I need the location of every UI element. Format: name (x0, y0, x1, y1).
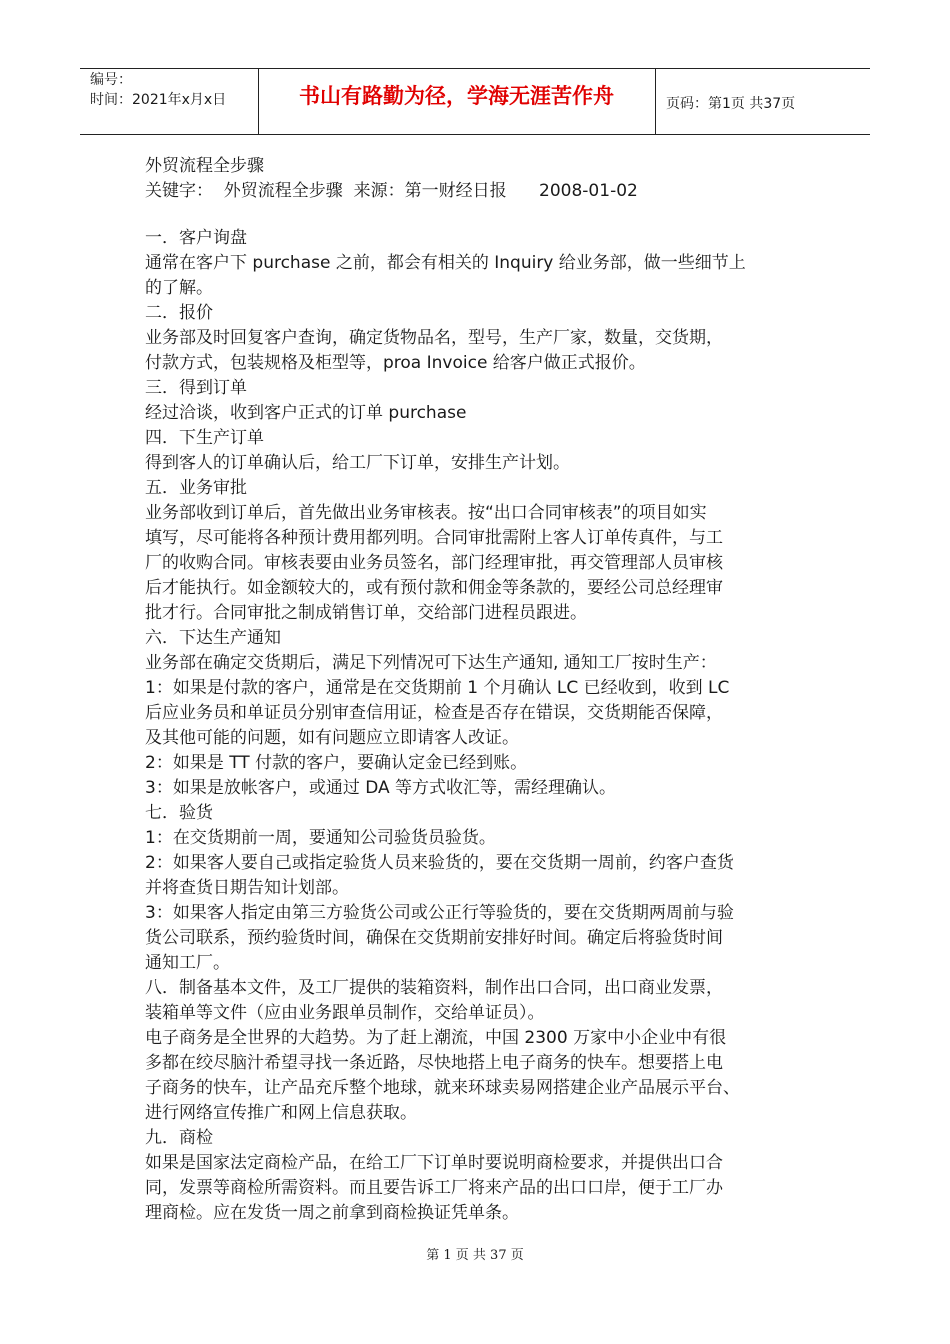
text-line: 八．制备基本文件，及工厂提供的装箱资料，制作出口合同，出口商业发票， (145, 978, 723, 998)
header-divider-right (655, 68, 656, 134)
header-page-info: 页码：第1页 共37页 (666, 96, 796, 112)
text-line: 货公司联系，预约验货时间，确保在交货期前安排好时间。确定后将验货时间 (145, 928, 723, 948)
text-line: 2：如果是 TT 付款的客户，要确认定金已经到账。 (145, 753, 528, 773)
header-info (90, 70, 226, 110)
text-line: 进行网络宣传推广和网上信息获取。 (145, 1103, 417, 1123)
article-body (145, 154, 815, 1226)
text-line: 子商务的快车，让产品充斥整个地球，就来环球卖易网搭建企业产品展示平台、 (145, 1078, 740, 1098)
text-line: 电子商务是全世界的大趋势。为了赶上潮流，中国 2300 万家中小企业中有很 (145, 1028, 727, 1048)
text-line: 厂的收购合同。审核表要由业务员签名，部门经理审批，再交管理部人员审核 (145, 553, 723, 573)
text-line: 得到客人的订单确认后，给工厂下订单，安排生产计划。 (145, 453, 570, 473)
header-bottom-rule (80, 134, 870, 135)
text-line: 五．业务审批 (145, 478, 247, 498)
text-line: 后才能执行。如金额较大的，或有预付款和佣金等条款的，要经公司总经理审 (145, 578, 723, 598)
article-lines (145, 226, 815, 1226)
spacer (145, 204, 815, 226)
serial-label: 编号： (90, 72, 132, 88)
text-line: 3：如果是放帐客户，或通过 DA 等方式收汇等，需经理确认。 (145, 778, 617, 798)
text-line: 四．下生产订单 (145, 428, 264, 448)
text-line: 经过洽谈，收到客户正式的订单 purchase (145, 403, 467, 423)
text-line: 七．验货 (145, 803, 213, 823)
text-line: 九．商检 (145, 1128, 213, 1148)
text-line: 六．下达生产通知 (145, 628, 281, 648)
text-line: 通知工厂。 (145, 953, 230, 973)
text-line: 1：在交货期前一周，要通知公司验货员验货。 (145, 828, 496, 848)
text-line: 二．报价 (145, 303, 213, 323)
text-line: 如果是国家法定商检产品，在给工厂下订单时要说明商检要求，并提供出口合 (145, 1153, 723, 1173)
text-line: 1：如果是付款的客户，通常是在交货期前 1 个月确认 LC 已经收到，收到 LC (145, 678, 730, 698)
text-line: 的了解。 (145, 278, 213, 298)
text-line: 业务部及时回复客户查询，确定货物品名，型号，生产厂家，数量，交货期， (145, 328, 723, 348)
text-line: 3：如果客人指定由第三方验货公司或公正行等验货的，要在交货期两周前与验 (145, 903, 734, 923)
page-footer: 第 1 页 共 37 页 (426, 1248, 524, 1263)
text-line: 一．客户询盘 (145, 228, 247, 248)
text-line: 批才行。合同审批之制成销售订单，交给部门进程员跟进。 (145, 603, 587, 623)
text-line: 理商检。应在发货一周之前拿到商检换证凭单条。 (145, 1203, 519, 1223)
article-title: 外贸流程全步骤 (145, 156, 264, 176)
text-line: 2：如果客人要自己或指定验货人员来验货的，要在交货期一周前，约客户查货 (145, 853, 734, 873)
text-line: 填写，尽可能将各种预计费用都列明。合同审批需附上客人订单传真件，与工 (145, 528, 723, 548)
text-line: 及其他可能的问题，如有问题应立即请客人改证。 (145, 728, 519, 748)
text-line: 付款方式，包装规格及柜型等，proa Invoice 给客户做正式报价。 (145, 353, 646, 373)
header-top-rule (80, 68, 870, 69)
text-line: 同，发票等商检所需资料。而且要告诉工厂将来产品的出口口岸，便于工厂办 (145, 1178, 723, 1198)
text-line: 后应业务员和单证员分别审查信用证，检查是否存在错误，交货期能否保障， (145, 703, 723, 723)
text-line: 三．得到订单 (145, 378, 247, 398)
text-line: 装箱单等文件（应由业务跟单员制作，交给单证员）。 (145, 1003, 545, 1023)
text-line: 业务部在确定交货期后，满足下列情况可下达生产通知, 通知工厂按时生产： (145, 653, 717, 673)
time-label: 时间：2021年x月x日 (90, 92, 227, 108)
page-header (80, 68, 870, 134)
text-line: 业务部收到订单后，首先做出业务审核表。按“出口合同审核表”的项目如实 (145, 503, 707, 523)
text-line: 通常在客户下 purchase 之前，都会有相关的 Inquiry 给业务部，做一些细节上 (145, 253, 746, 273)
header-motto: 书山有路勤为径，学海无涯苦作舟 (299, 84, 614, 108)
text-line: 多都在绞尽脑汁希望寻找一条近路，尽快地搭上电子商务的快车。想要搭上电 (145, 1053, 723, 1073)
text-line: 并将查货日期告知计划部。 (145, 878, 349, 898)
article-meta: 关键字： 外贸流程全步骤 来源：第一财经日报 2008-01-02 (145, 181, 638, 201)
